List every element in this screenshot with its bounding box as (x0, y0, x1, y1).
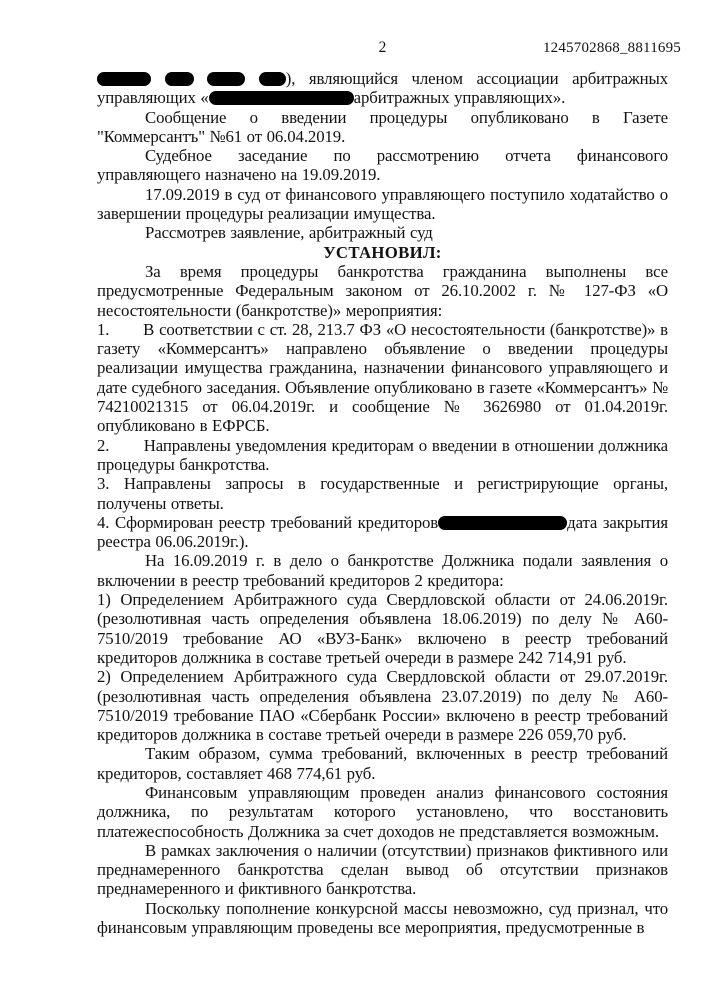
paragraph-motion-received: 17.09.2019 в суд от финансового управляющего поступило ходатайство о завершении процедуры реализации имущества. (97, 184, 668, 224)
page-header (97, 38, 681, 57)
paragraph-item-3: 3. Направлены запросы в государственные и регистрирующие органы, получены ответы. (97, 474, 668, 513)
document-body (97, 69, 668, 937)
paragraph-arbitration-manager: ), являющийся членом ассоциации арбитражных управляющих « арбитражных управляющих». (97, 69, 668, 108)
redaction-bar (438, 516, 567, 530)
paragraph-hearing-date: Судебное заседание по рассмотрению отчета финансового управляющего назначено на 19.09.2019. (97, 146, 668, 185)
redaction-bar (97, 72, 151, 86)
redaction-bar (207, 72, 245, 86)
paragraph-financial-analysis: Финансовым управляющим проведен анализ финансового состояния должника, по результатам которого установлено, что восстановить платежеспособность Должника за счет доходов не представляется возможным. (97, 782, 668, 841)
redaction-bar (209, 91, 354, 105)
paragraph-item-4: 4. Сформирован реестр требований кредиторов дата закрытия реестра 06.06.2019г.). (97, 512, 668, 552)
paragraph-creditor-2: 2) Определением Арбитражного суда Свердловской области от 29.07.2019г. (резолютивная часть определения объявлена 23.07.2019) по делу № А60-7510/2019 требование ПАО «Сбербанк России» включено в реестр требований кредиторов должника в составе третьей очереди в размере 226 059,70 руб. (97, 667, 668, 745)
paragraph-conclusion: Поскольку пополнение конкурсной массы невозможно, суд признал, что финансовым управляющим проведены все мероприятия, предусмотренные в (97, 898, 668, 938)
paragraph-court-considered: Рассмотрев заявление, арбитражный суд (145, 223, 433, 243)
paragraph-creditor-1: 1) Определением Арбитражного суда Свердловской области от 24.06.2019г. (резолютивная часть определения объявлена 18.06.2019) по делу № А60-7510/2019 требование АО «ВУЗ-Банк» включено в реестр требований кредиторов должника в составе третьей очереди в размере 242 714,91 руб. (97, 590, 668, 667)
paragraph-measures-completed: За время процедуры банкротства гражданина выполнены все предусмотренные Федеральным законом от 26.10.2002 г. № 127-ФЗ «О несостоятельности (банкротстве)» мероприятия: (97, 261, 668, 320)
paragraph-publication-notice: Сообщение о введении процедуры опубликовано в Газете "Коммерсантъ" №61 от 06.04.2019. (97, 107, 668, 146)
redaction-bar (165, 72, 194, 86)
paragraph-total-claims: Таким образом, сумма требований, включенных в реестр требований кредиторов, составляет 468 774,61 руб. (97, 744, 668, 783)
section-heading-ustanovil: УСТАНОВИЛ: (323, 242, 442, 262)
page-number: 2 (378, 39, 387, 56)
paragraph-creditor-claims: На 16.09.2019 г. в дело о банкротстве Должника подали заявления о включении в реестр требований кредиторов 2 кредитора: (97, 551, 668, 590)
paragraph-fictitious-bankruptcy: В рамках заключения о наличии (отсутствии) признаков фиктивного или преднамеренного банкротства сделан вывод об отсутствии признаков преднамеренного и фиктивного банкротства. (97, 840, 668, 899)
paragraph-item-1: 1. В соответствии с ст. 28, 213.7 ФЗ «О несостоятельности (банкротстве)» в газету «Коммерсантъ» направлено объявление о введении процедуры реализации имущества гражданина, назначении финансового управляющего и дате судебного заседания. Объявление опубликовано в газете «Коммерсантъ» № 74210021315 от 06.04.2019г. и сообщение № 3626980 от 01.04.2019г. опубликовано в ЕФРСБ. (97, 319, 668, 436)
redaction-bar (259, 72, 286, 86)
document-id: 1245702868_8811695 (542, 40, 681, 56)
paragraph-item-2: 2. Направлены уведомления кредиторам о введении в отношении должника процедуры банкротства. (97, 435, 668, 474)
